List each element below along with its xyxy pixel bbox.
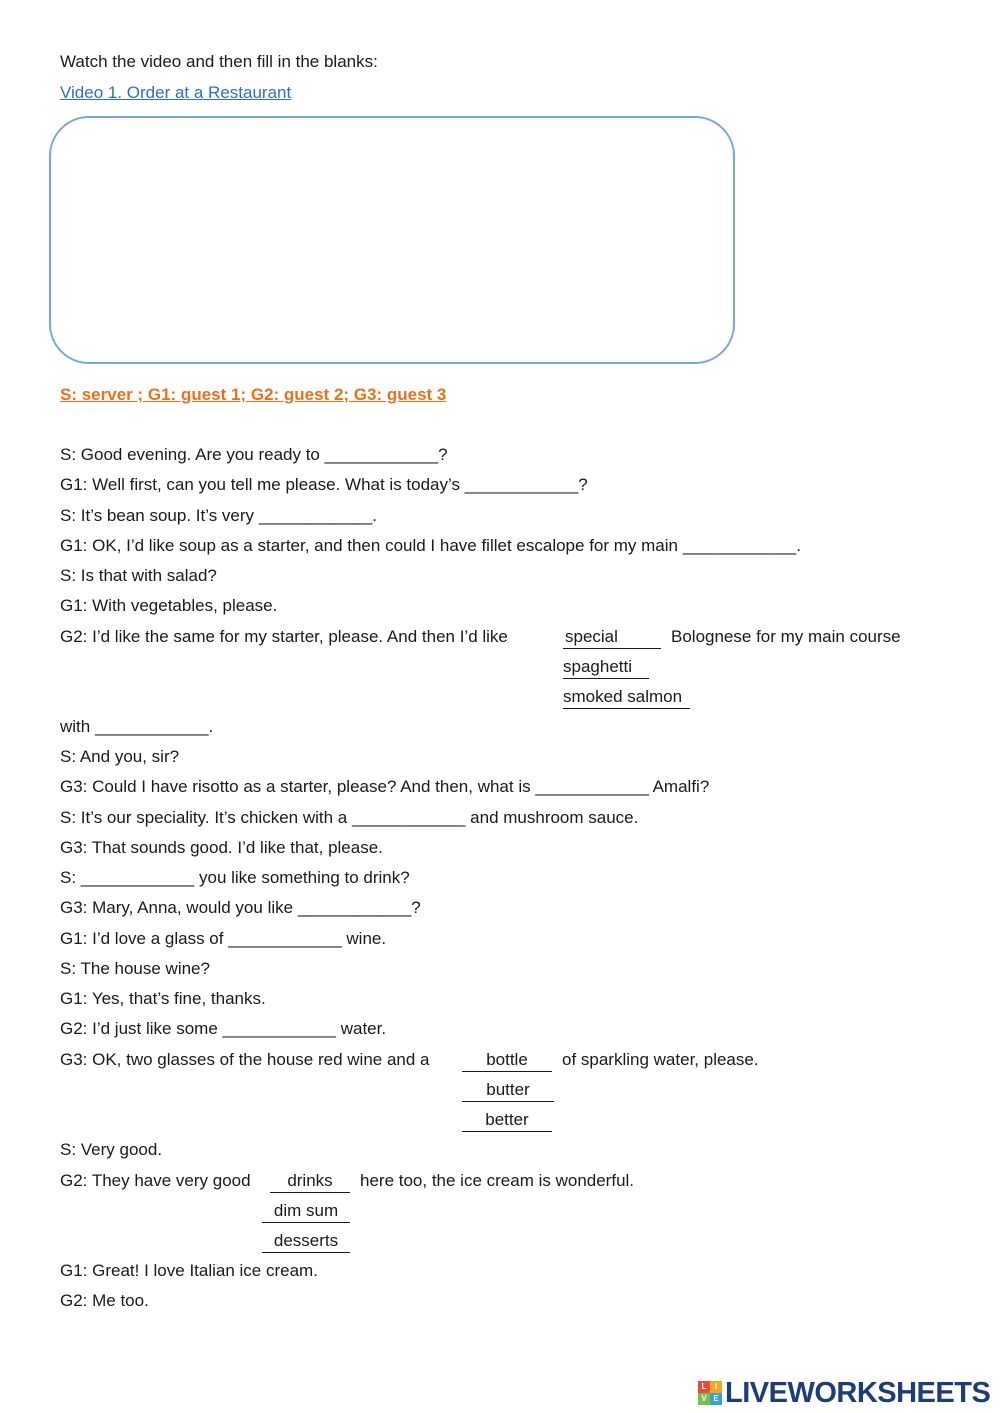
dialogue-line-4 (60, 535, 801, 557)
line-text: ? (578, 475, 588, 494)
line-text: ? (438, 445, 448, 464)
line-text: . (796, 536, 801, 555)
line-text: with (60, 717, 95, 736)
line-text: water. (335, 1019, 387, 1038)
line-text: wine. (341, 929, 387, 948)
dialogue-line-6: G1: With vegetables, please. (60, 596, 278, 615)
option-better[interactable]: better (462, 1109, 552, 1132)
dialogue-line-5: S: Is that with salad? (60, 566, 217, 585)
line-text: S: It’s bean soup. It’s very (60, 506, 259, 525)
blank-field[interactable]: ____________ (228, 929, 342, 948)
line-text: and mushroom sauce. (465, 808, 639, 827)
dialogue-line-16: S: The house wine? (60, 959, 210, 978)
logo-mark-icon (698, 1381, 722, 1405)
logo-mark-l: L (698, 1381, 710, 1393)
line-text: G3: Mary, Anna, would you like (60, 898, 298, 917)
option-smoked-salmon[interactable]: smoked salmon (563, 686, 690, 709)
option-drinks[interactable]: drinks (270, 1170, 350, 1193)
line-text: G1: I’d love a glass of (60, 929, 229, 948)
option-dim-sum[interactable]: dim sum (262, 1200, 350, 1223)
line-text: S: (60, 868, 81, 887)
blank-field[interactable]: ____________ (351, 808, 466, 827)
dialogue-line-10 (60, 776, 709, 798)
blank-field[interactable]: ____________ (535, 777, 649, 796)
blank-field[interactable]: ____________ (94, 717, 209, 736)
dialogue-line-19-end: of sparkling water, please. (562, 1050, 759, 1069)
blank-field[interactable]: ____________ (80, 868, 195, 887)
dialogue-line-14 (60, 897, 421, 919)
option-desserts[interactable]: desserts (262, 1230, 350, 1253)
line-text: G2: I’d just like some (60, 1019, 223, 1038)
option-bottle[interactable]: bottle (462, 1049, 552, 1072)
dialogue-line-2 (60, 474, 588, 496)
dialogue-line-11 (60, 807, 638, 829)
blank-field[interactable]: ____________ (324, 445, 439, 464)
liveworksheets-logo (698, 1378, 990, 1408)
dialogue-line-1 (60, 444, 448, 466)
dialogue-line-19-start: G3: OK, two glasses of the house red wine and a (60, 1050, 430, 1069)
line-text: S: Good evening. Are you ready to (60, 445, 325, 464)
dialogue-line-3 (60, 505, 377, 527)
logo-mark-e: E (710, 1393, 722, 1405)
dialogue-line-15 (60, 928, 386, 950)
dialogue-line-20: S: Very good. (60, 1140, 163, 1159)
dialogue-line-7-end: Bolognese for my main course (671, 627, 901, 646)
line-text: G3: Could I have risotto as a starter, please? And then, what is (60, 777, 536, 796)
line-text: S: It’s our speciality. It’s chicken with a (60, 808, 352, 827)
dialogue-line-7-start: G2: I’d like the same for my starter, please. And then I’d like (60, 627, 508, 646)
dialogue-line-12: G3: That sounds good. I’d like that, please. (60, 838, 383, 857)
dialogue-line-22: G1: Great! I love Italian ice cream. (60, 1261, 318, 1280)
dialogue-line-9: S: And you, sir? (60, 747, 180, 766)
blank-field[interactable]: ____________ (222, 1019, 336, 1038)
role-legend: S: server ; G1: guest 1; G2: guest 2; G3: guest 3 (60, 385, 447, 404)
blank-field[interactable]: ____________ (682, 536, 797, 555)
dialogue-line-8 (60, 716, 213, 738)
line-text: G1: Well first, can you tell me please. What is today’s (60, 475, 465, 494)
instructions: Watch the video and then fill in the blanks: (60, 52, 378, 71)
blank-field[interactable]: ____________ (464, 475, 579, 494)
logo-mark-i: I (710, 1381, 722, 1393)
dialogue-line-13 (60, 867, 410, 889)
blank-field[interactable]: ____________ (297, 898, 412, 917)
blank-field[interactable]: ____________ (258, 506, 373, 525)
video-frame[interactable] (49, 116, 735, 364)
line-text: Amalfi? (648, 777, 710, 796)
line-text: G1: OK, I’d like soup as a starter, and then could I have fillet escalope for my main (60, 536, 683, 555)
option-butter[interactable]: butter (462, 1079, 554, 1102)
line-text: . (208, 717, 214, 736)
dialogue-line-17: G1: Yes, that’s fine, thanks. (60, 989, 266, 1008)
dialogue-line-21-start: G2: They have very good (60, 1171, 251, 1190)
line-text: . (372, 506, 377, 525)
logo-text: LIVEWORKSHEETS (725, 1376, 991, 1409)
dialogue-line-23: G2: Me too. (60, 1291, 149, 1310)
dialogue-line-21-end: here too, the ice cream is wonderful. (360, 1171, 635, 1190)
logo-mark-v: V (698, 1393, 710, 1405)
option-special[interactable]: special (563, 626, 661, 649)
line-text: you like something to drink? (194, 868, 410, 887)
line-text: ? (411, 898, 421, 917)
option-spaghetti[interactable]: spaghetti (563, 656, 649, 679)
dialogue-line-18 (60, 1018, 386, 1040)
video-link[interactable]: Video 1. Order at a Restaurant (60, 83, 292, 102)
